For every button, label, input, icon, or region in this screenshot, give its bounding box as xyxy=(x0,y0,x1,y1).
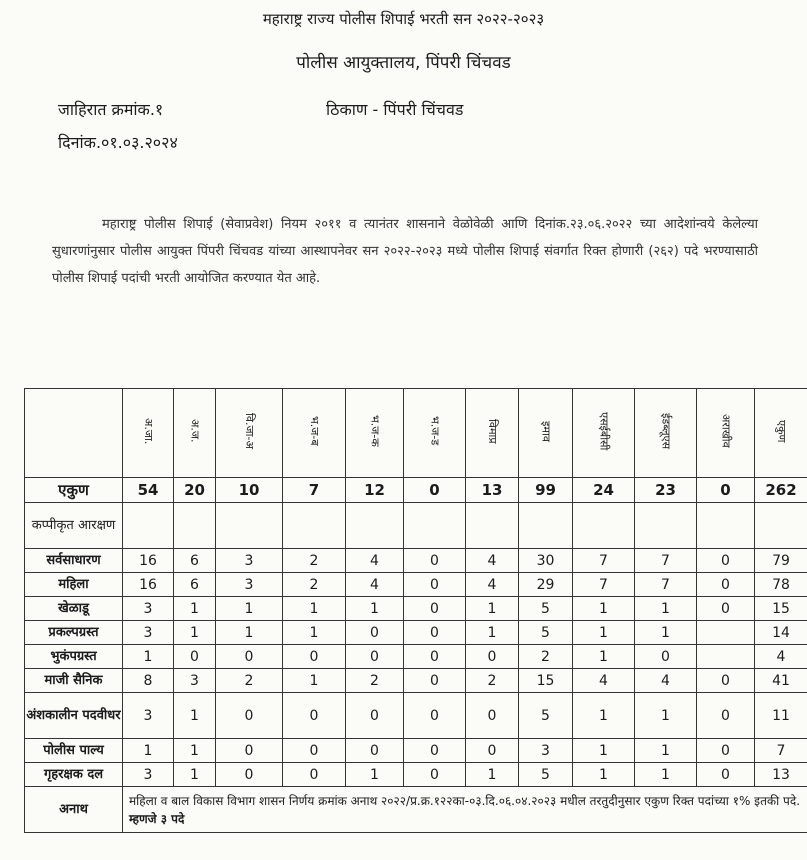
table-cell: 0 xyxy=(697,549,755,573)
table-cell: 1 xyxy=(283,597,346,621)
row-label: भुकंपग्रस्त xyxy=(25,645,123,669)
table-cell: 8 xyxy=(123,669,174,693)
table-cell: 0 xyxy=(283,693,346,739)
table-cell: 0 xyxy=(466,645,519,669)
table-cell: 4 xyxy=(635,669,697,693)
table-cell: 4 xyxy=(466,573,519,597)
column-header: एकुण xyxy=(755,389,807,478)
table-cell: 7 xyxy=(283,478,346,503)
table-cell: 1 xyxy=(635,693,697,739)
table-cell: 16 xyxy=(123,573,174,597)
orphan-row xyxy=(25,787,807,833)
table-cell: 0 xyxy=(466,693,519,739)
table-cell: 15 xyxy=(519,669,573,693)
table-cell: 13 xyxy=(466,478,519,503)
column-header: ईडब्लूएस xyxy=(635,389,697,478)
table-cell: 0 xyxy=(216,693,283,739)
table-cell: 0 xyxy=(216,739,283,763)
table-cell: 5 xyxy=(519,763,573,787)
column-header: एसईबीसी xyxy=(573,389,635,478)
row-label: माजी सैनिक xyxy=(25,669,123,693)
table-cell: 4 xyxy=(573,669,635,693)
recruitment-title: महाराष्ट्र राज्य पोलीस शिपाई भरती सन २०२२-२०२३ xyxy=(262,10,545,28)
table-cell: 2 xyxy=(283,549,346,573)
table-cell: 0 xyxy=(346,645,404,669)
office-title: पोलीस आयुक्तालय, पिंपरी चिंचवड xyxy=(296,53,511,73)
table-cell: 30 xyxy=(519,549,573,573)
data-rows xyxy=(25,549,807,787)
table-cell: 1 xyxy=(573,621,635,645)
row-label: खेळाडू xyxy=(25,597,123,621)
table-cell: 1 xyxy=(466,621,519,645)
table-cell: 1 xyxy=(283,621,346,645)
table-cell: 1 xyxy=(123,645,174,669)
table-cell: 5 xyxy=(519,597,573,621)
table-cell: 5 xyxy=(519,693,573,739)
table-cell: 0 xyxy=(697,478,755,503)
table-cell: 1 xyxy=(174,597,216,621)
row-label: अंशकालीन पदवीधर xyxy=(25,693,123,739)
table-cell: 5 xyxy=(519,621,573,645)
table-cell: 3 xyxy=(123,693,174,739)
table-cell: 2 xyxy=(283,573,346,597)
table-cell: 1 xyxy=(573,739,635,763)
table-cell: 1 xyxy=(635,597,697,621)
table-cell: 1 xyxy=(573,645,635,669)
row-label: महिला xyxy=(25,573,123,597)
table-cell: 1 xyxy=(174,739,216,763)
table-cell: 0 xyxy=(404,478,466,503)
table-row xyxy=(25,549,807,573)
table-cell: 0 xyxy=(404,763,466,787)
row-label: सर्वसाधारण xyxy=(25,549,123,573)
table-cell: 1 xyxy=(466,763,519,787)
header-corner xyxy=(25,389,123,478)
intro-paragraph: महाराष्ट्र पोलीस शिपाई (सेवाप्रवेश) नियम २०११ व त्यानंतर शासनाने वेळोवेळी आणि दिनांक.२३.०६.२०२२ च्या आदेशांन्वये केलेल्या सुधारणांनुसार पोलीस आयुक्त पिंपरी चिंचवड यांच्या आस्थापनेवर सन २०२२-२०२३ मध्ये पोलीस शिपाई संवर्गात रिक्त होणारी (२६२) पदे भरण्यासाठी पोलीस शिपाई पदांची भरती आयोजित करण्यात येत आहे. xyxy=(52,217,758,286)
column-header: भ.ज-ब xyxy=(283,389,346,478)
table-cell: 15 xyxy=(755,597,807,621)
table-cell: 1 xyxy=(573,597,635,621)
table-cell: 6 xyxy=(174,573,216,597)
table-cell: 3 xyxy=(216,549,283,573)
table-row xyxy=(25,669,807,693)
table-row xyxy=(25,693,807,739)
table-cell: 0 xyxy=(216,645,283,669)
table-cell: 7 xyxy=(635,573,697,597)
table-cell: 0 xyxy=(697,739,755,763)
table-cell: 1 xyxy=(573,693,635,739)
table-cell: 0 xyxy=(404,573,466,597)
table-cell: 3 xyxy=(519,739,573,763)
table-cell: 3 xyxy=(174,669,216,693)
table-cell: 0 xyxy=(404,549,466,573)
table-cell: 0 xyxy=(404,739,466,763)
table-cell: 23 xyxy=(635,478,697,503)
table-row xyxy=(25,621,807,645)
table-cell: 29 xyxy=(519,573,573,597)
footer-note-text: महिला व बाल विकास विभाग शासन निर्णय क्रमांक अनाथ २०२२/प्र.क्र.१२२का-०३.दि.०६.०४.२०२३ मधील तरतुदीनुसार एकुण रिक्त पदांच्या १% इतकी पदे. xyxy=(129,793,801,808)
table-cell: 0 xyxy=(697,763,755,787)
table-cell: 4 xyxy=(346,573,404,597)
table-cell: 3 xyxy=(123,621,174,645)
table-cell: 2 xyxy=(216,669,283,693)
table-cell: 1 xyxy=(346,597,404,621)
table-cell: 0 xyxy=(283,763,346,787)
advertisement-number: जाहिरात क्रमांक.१ xyxy=(58,100,164,119)
table-cell: 2 xyxy=(466,669,519,693)
row-label: पोलीस पाल्य xyxy=(25,739,123,763)
table-cell: 0 xyxy=(404,669,466,693)
location: ठिकाण - पिंपरी चिंचवड xyxy=(326,100,464,119)
table-cell: 0 xyxy=(346,739,404,763)
footer-note xyxy=(123,787,807,833)
table-row xyxy=(25,573,807,597)
table-cell: 0 xyxy=(216,763,283,787)
table-cell: 24 xyxy=(573,478,635,503)
table-cell xyxy=(697,645,755,669)
table-cell: 7 xyxy=(573,549,635,573)
table-cell: 0 xyxy=(404,597,466,621)
table-cell: 6 xyxy=(174,549,216,573)
table-cell: 7 xyxy=(573,573,635,597)
table-cell: 0 xyxy=(466,739,519,763)
footer-note-bold: म्हणजे ३ पदे xyxy=(129,811,185,826)
column-header: भ.ज-क xyxy=(346,389,404,478)
table-cell: 79 xyxy=(755,549,807,573)
column-header: वि.जा-अ xyxy=(216,389,283,478)
table-cell: 0 xyxy=(635,645,697,669)
table-cell: 54 xyxy=(123,478,174,503)
table-cell: 20 xyxy=(174,478,216,503)
table-header-row xyxy=(25,389,807,478)
table-cell: 1 xyxy=(573,763,635,787)
subheader-row xyxy=(25,503,807,549)
table-cell: 0 xyxy=(346,621,404,645)
table-cell: 4 xyxy=(466,549,519,573)
column-header: भ.ज-ड xyxy=(404,389,466,478)
table-cell: 16 xyxy=(123,549,174,573)
table-cell: 78 xyxy=(755,573,807,597)
table-cell: 13 xyxy=(755,763,807,787)
column-header: अराखीव xyxy=(697,389,755,478)
table-cell: 1 xyxy=(635,621,697,645)
table-cell: 1 xyxy=(346,763,404,787)
table-cell: 0 xyxy=(697,669,755,693)
table-cell: 12 xyxy=(346,478,404,503)
total-row xyxy=(25,478,807,503)
table-row xyxy=(25,597,807,621)
table-cell: 3 xyxy=(123,763,174,787)
table-cell: 1 xyxy=(174,763,216,787)
table-row xyxy=(25,763,807,787)
table-cell: 7 xyxy=(635,549,697,573)
column-header: अ.जा. xyxy=(123,389,174,478)
table-cell: 7 xyxy=(755,739,807,763)
table-cell: 0 xyxy=(697,573,755,597)
table-cell: 1 xyxy=(283,669,346,693)
row-label: गृहरक्षक दल xyxy=(25,763,123,787)
table-cell: 14 xyxy=(755,621,807,645)
footer-label: अनाथ xyxy=(25,787,123,833)
table-cell: 1 xyxy=(635,739,697,763)
table-row xyxy=(25,645,807,669)
column-header: विमाप्र xyxy=(466,389,519,478)
table-cell: 0 xyxy=(404,621,466,645)
row-label: एकुण xyxy=(25,478,123,503)
table-cell: 0 xyxy=(404,693,466,739)
table-cell: 2 xyxy=(519,645,573,669)
table-cell: 0 xyxy=(404,645,466,669)
table-cell: 2 xyxy=(346,669,404,693)
table-cell: 99 xyxy=(519,478,573,503)
table-cell: 262 xyxy=(755,478,807,503)
column-header: अ.ज. xyxy=(174,389,216,478)
table-cell: 0 xyxy=(697,693,755,739)
table-cell: 0 xyxy=(174,645,216,669)
table-cell: 4 xyxy=(755,645,807,669)
table-cell: 0 xyxy=(283,645,346,669)
table-cell: 10 xyxy=(216,478,283,503)
table-cell: 1 xyxy=(123,739,174,763)
column-header: इमाव xyxy=(519,389,573,478)
table-cell: 0 xyxy=(283,739,346,763)
table-cell xyxy=(697,621,755,645)
table-cell: 1 xyxy=(635,763,697,787)
row-label: प्रकल्पग्रस्त xyxy=(25,621,123,645)
table-cell: 1 xyxy=(216,597,283,621)
table-cell: 3 xyxy=(216,573,283,597)
table-cell: 0 xyxy=(346,693,404,739)
table-cell: 1 xyxy=(174,621,216,645)
table-cell: 0 xyxy=(697,597,755,621)
table-cell: 3 xyxy=(123,597,174,621)
table-cell: 1 xyxy=(466,597,519,621)
vacancy-table xyxy=(24,388,807,833)
table-row xyxy=(25,739,807,763)
date: दिनांक.०१.०३.२०२४ xyxy=(58,133,178,152)
table-cell: 41 xyxy=(755,669,807,693)
table-cell: 1 xyxy=(174,693,216,739)
table-cell: 1 xyxy=(216,621,283,645)
table-cell: 11 xyxy=(755,693,807,739)
table-cell: 4 xyxy=(346,549,404,573)
subheader-label: कप्पीकृत आरक्षण xyxy=(25,503,123,549)
